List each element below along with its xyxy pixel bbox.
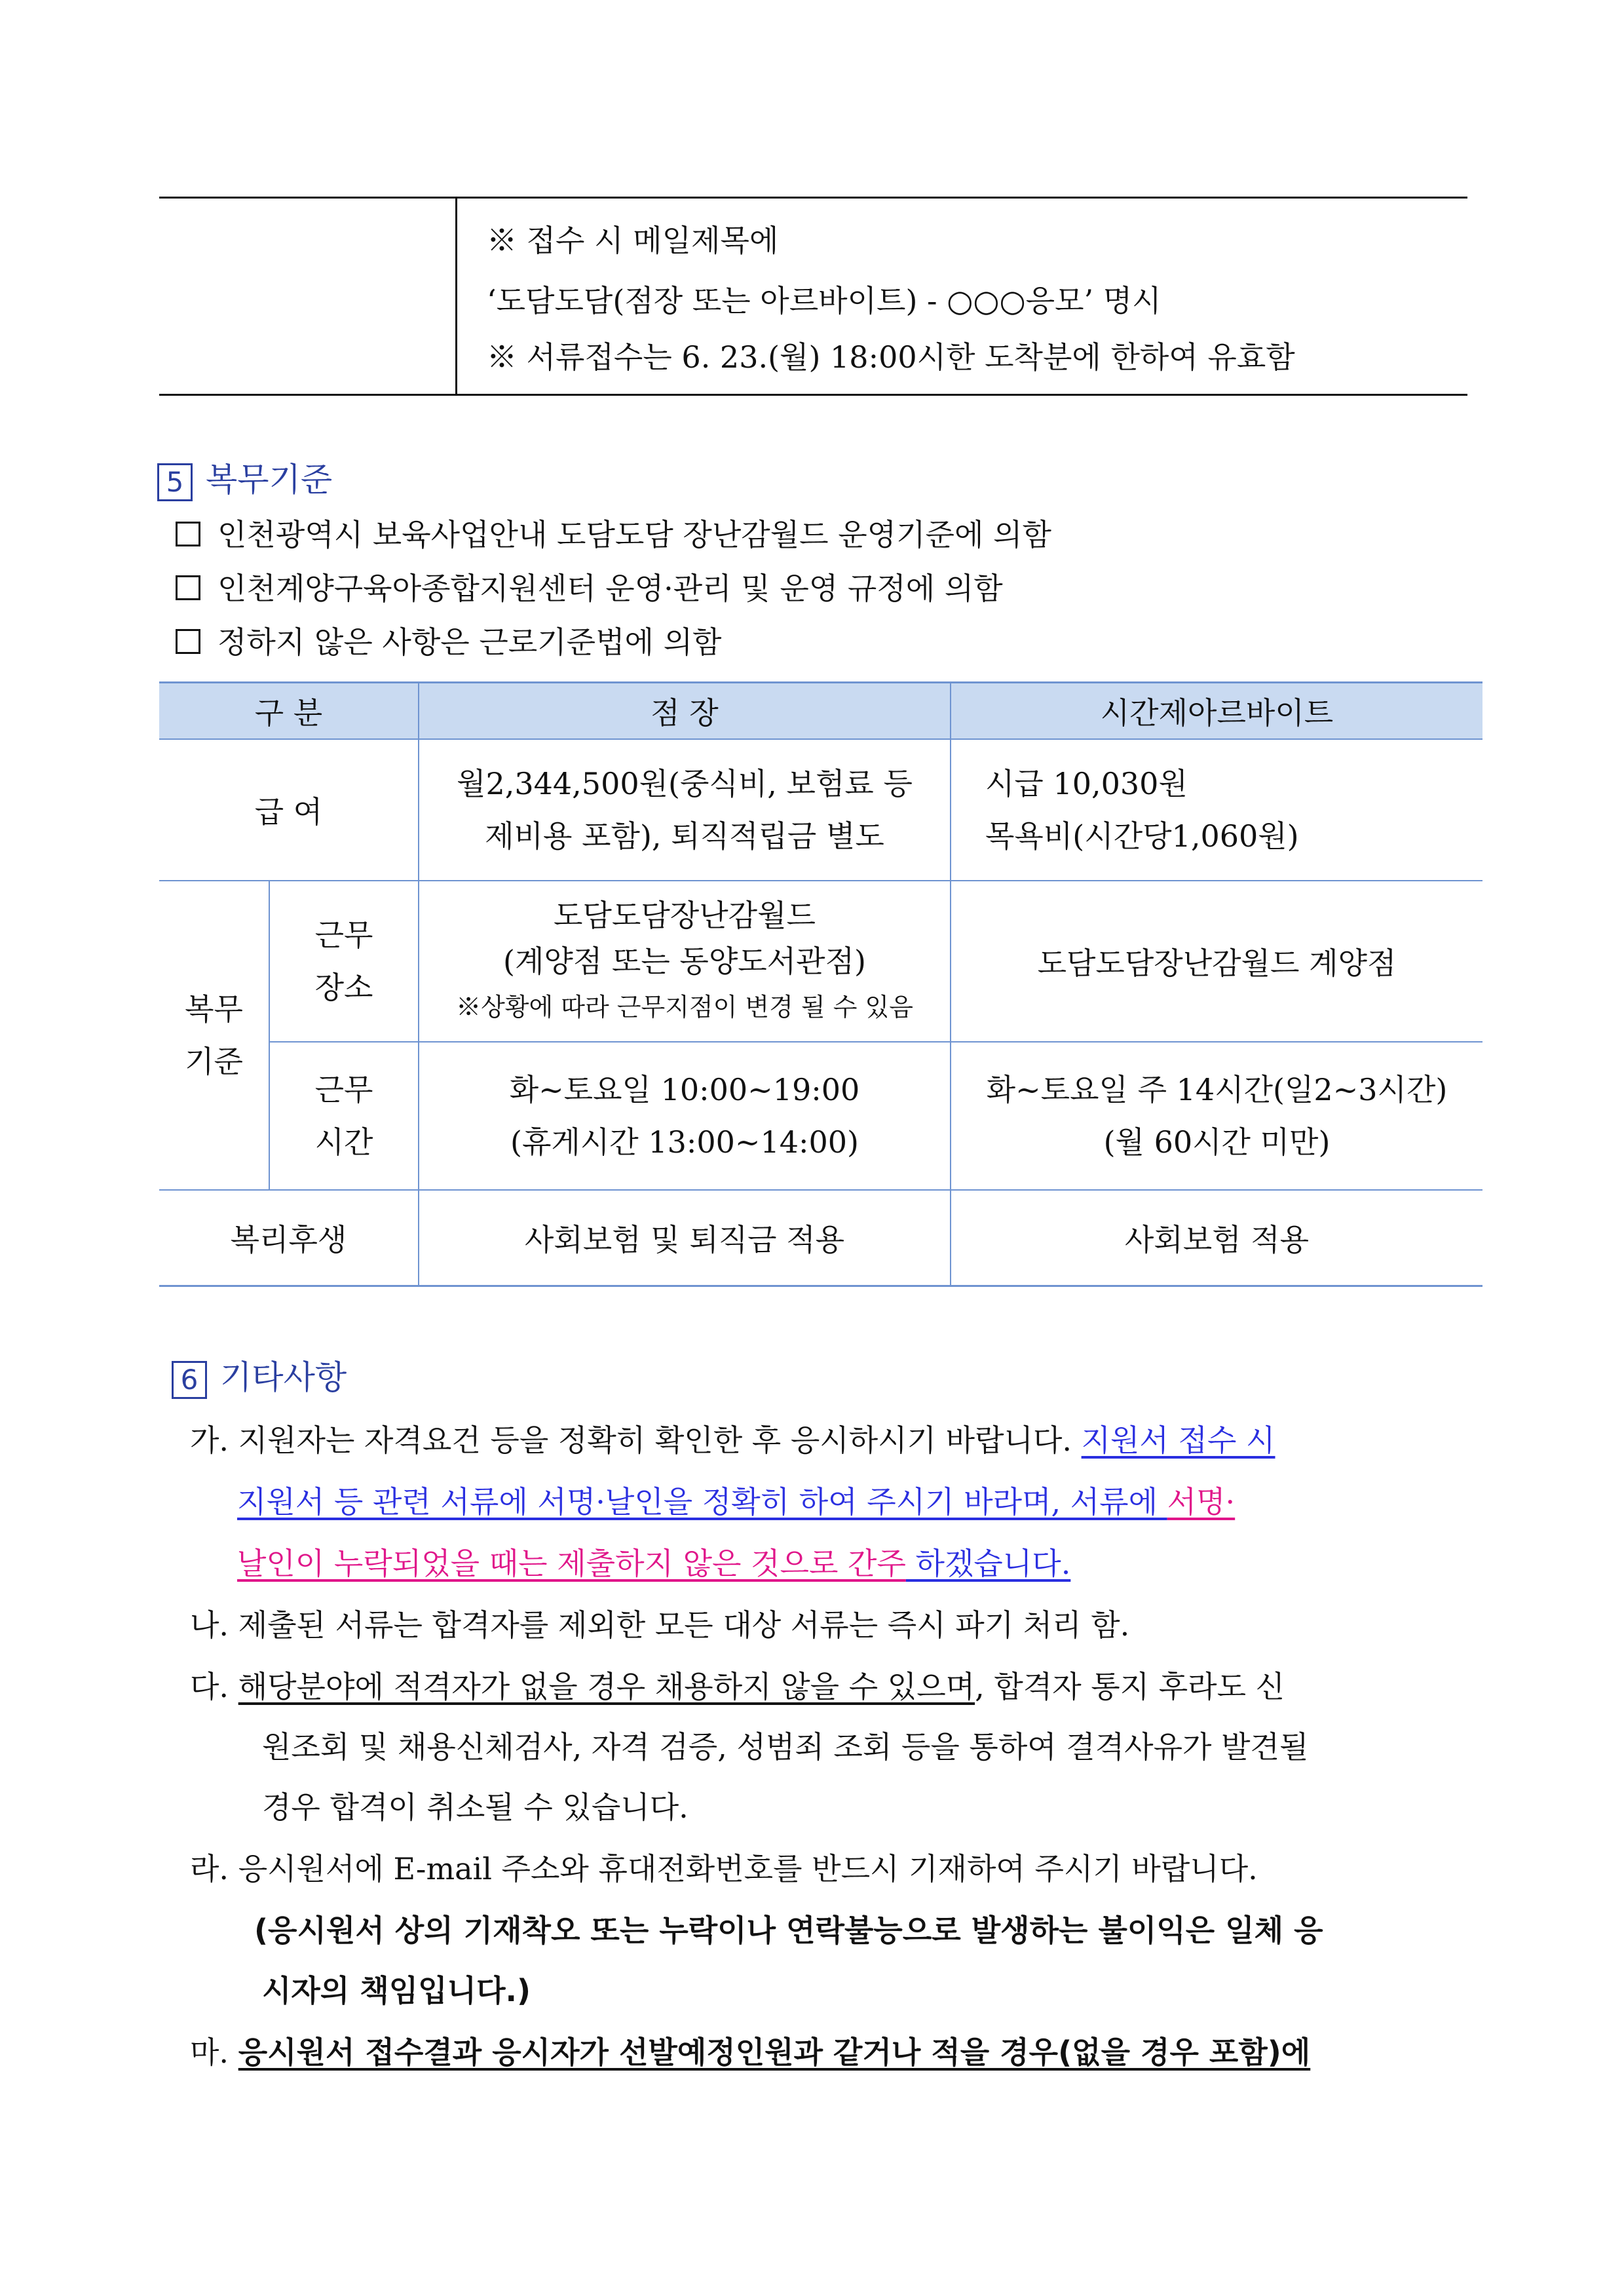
square-bullet-icon xyxy=(176,522,200,546)
section-5-heading xyxy=(157,453,332,501)
service-standard-table xyxy=(159,681,1482,1287)
application-note-box xyxy=(159,197,1467,396)
item-da-line-3: 경우 합격이 취소될 수 있습니다. xyxy=(262,1789,689,1825)
item-ma-line-1: 마. 응시원서 접수결과 응시자가 선발예정인원과 같거나 적을 경우(없을 경우 포함)에 xyxy=(190,2035,1311,2070)
welfare-parttime: 사회보험 적용 xyxy=(951,1190,1482,1286)
table-header-row xyxy=(159,683,1482,740)
bullet-item: 정하지 않은 사항은 근로기준법에 의함 xyxy=(176,619,721,662)
item-na: 나. 제출된 서류는 합격자를 제외한 모든 대상 서류는 즉시 파기 처리 함. xyxy=(190,1607,1130,1643)
note-line-2: ‘도담도담(점장 또는 아르바이트) - ○○○응모’ 명시 xyxy=(487,283,1161,318)
table-row-time xyxy=(159,1042,1482,1190)
pay-manager: 월2,344,500원(중식비, 보험료 등 제비용 포함), 퇴직적립금 별도 xyxy=(419,739,951,881)
table-row-place xyxy=(159,881,1482,1042)
box-divider xyxy=(455,199,457,394)
note-line-3: ※ 서류접수는 6. 23.(월) 18:00시한 도착분에 한하여 유효함 xyxy=(487,339,1295,375)
square-bullet-icon xyxy=(176,629,200,654)
header-manager: 점 장 xyxy=(419,683,951,740)
table-row-welfare xyxy=(159,1190,1482,1286)
section-5-number: 5 xyxy=(157,463,193,501)
time-label: 근무 시간 xyxy=(269,1042,419,1190)
item-ra-line-3: 시자의 책임입니다.) xyxy=(262,1973,531,2008)
header-category: 구 분 xyxy=(159,683,419,740)
item-ga-line-2: 지원서 등 관련 서류에 서명·날인을 정확히 하여 주시기 바라며, 서류에 서명· xyxy=(237,1484,1236,1520)
bullet-item: 인천계양구육아종합지원센터 운영·관리 및 운영 규정에 의함 xyxy=(176,565,1003,608)
service-label: 복무 기준 xyxy=(159,881,269,1190)
bullet-item: 인천광역시 보육사업안내 도담도담 장난감월드 운영기준에 의함 xyxy=(176,511,1051,554)
place-manager: 도담도담장난감월드 (계양점 또는 동양도서관점) ※상황에 따라 근무지점이 변경 될 수 있음 xyxy=(419,881,951,1042)
welfare-manager: 사회보험 및 퇴직금 적용 xyxy=(419,1190,951,1286)
pay-label: 급 여 xyxy=(159,739,419,881)
time-parttime: 화~토요일 주 14시간(일2~3시간) (월 60시간 미만) xyxy=(951,1042,1482,1190)
item-ra-line-1: 라. 응시원서에 E-mail 주소와 휴대전화번호를 반드시 기재하여 주시기 바랍니다. xyxy=(190,1851,1258,1886)
note-line-1: ※ 접수 시 메일제목에 xyxy=(487,223,779,258)
section-6-number: 6 xyxy=(172,1361,207,1399)
item-da-line-1: 다. 해당분야에 적격자가 없을 경우 채용하지 않을 수 있으며, 합격자 통지 후라도 신 xyxy=(190,1669,1285,1704)
item-ga-line-1: 가. 지원자는 자격요건 등을 정확히 확인한 후 응시하시기 바랍니다. 지원서 접수 시 xyxy=(190,1423,1275,1458)
section-5-title: 복무기준 xyxy=(206,461,333,499)
item-ra-line-2: (응시원서 상의 기재착오 또는 누락이나 연락불능으로 발생하는 불이익은 일체 응 xyxy=(254,1913,1323,1948)
place-label: 근무 장소 xyxy=(269,881,419,1042)
item-da-line-2: 원조회 및 채용신체검사, 자격 검증, 성범죄 조회 등을 통하여 결격사유가 발견될 xyxy=(262,1729,1309,1765)
table-row-pay xyxy=(159,739,1482,881)
header-parttime: 시간제아르바이트 xyxy=(951,683,1482,740)
section-6-title: 기타사항 xyxy=(220,1358,347,1396)
item-ga-line-3: 날인이 누락되었을 때는 제출하지 않은 것으로 간주 하겠습니다. xyxy=(237,1546,1071,1581)
square-bullet-icon xyxy=(176,575,200,600)
time-manager: 화~토요일 10:00~19:00 (휴게시간 13:00~14:00) xyxy=(419,1042,951,1190)
place-parttime: 도담도담장난감월드 계양점 xyxy=(951,881,1482,1042)
welfare-label: 복리후생 xyxy=(159,1190,419,1286)
section-6-heading xyxy=(172,1351,347,1399)
pay-parttime: 시급 10,030원 목욕비(시간당1,060원) xyxy=(951,739,1482,881)
